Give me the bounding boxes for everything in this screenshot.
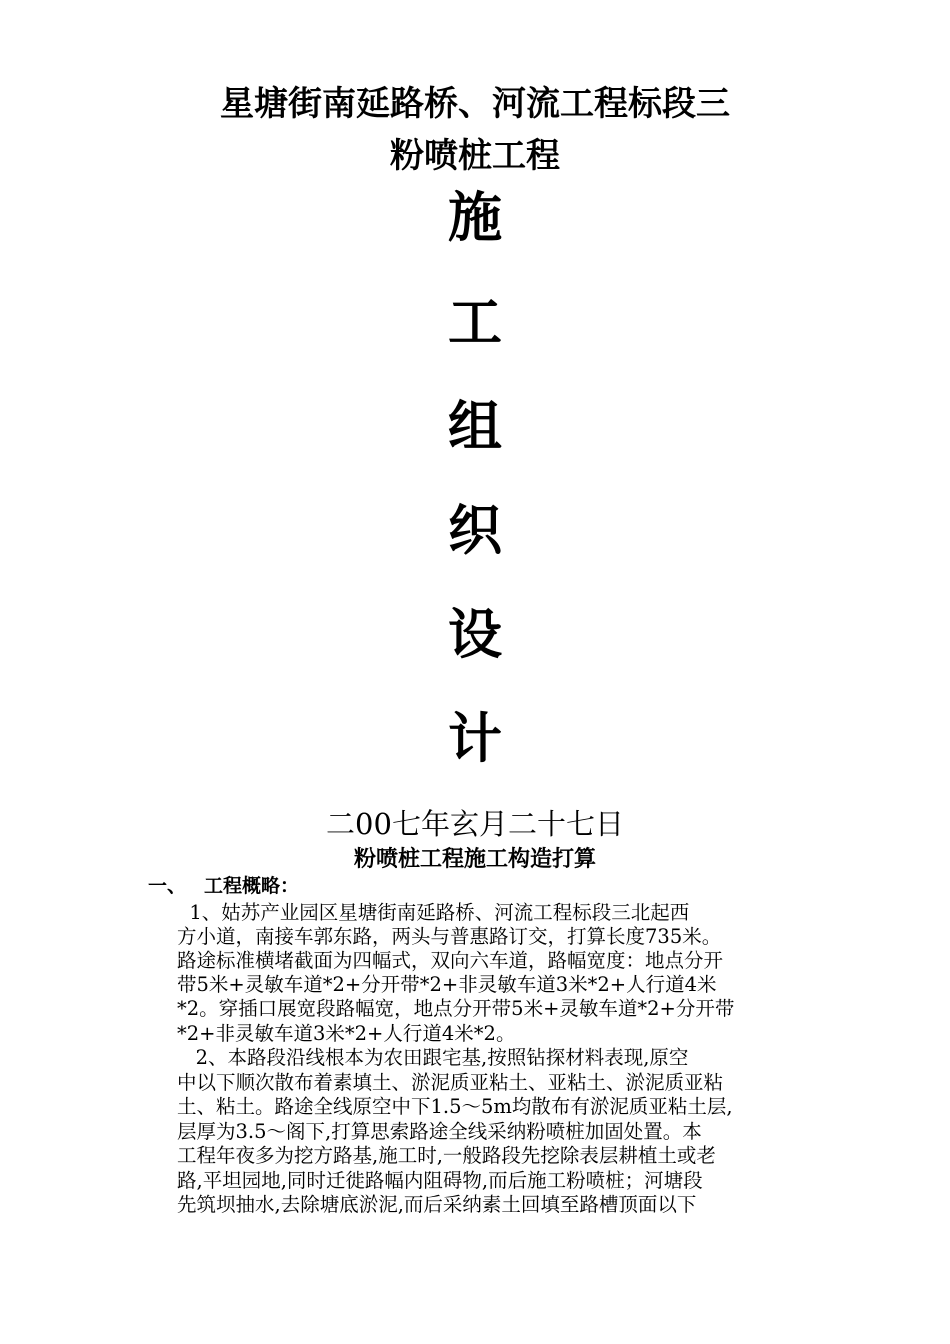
- section-heading: [148, 873, 299, 899]
- big-title-char-5: 设: [448, 603, 502, 666]
- body-line: 中以下顺次散布着素填土、淤泥质亚粘土、亚粘土、淤泥质亚粘: [177, 1071, 724, 1094]
- body-line: 1、姑苏产业园区星塘街南延路桥、河流工程标段三北起西: [177, 901, 690, 924]
- document-title-line1: 星塘街南延路桥、河流工程标段三: [220, 84, 730, 124]
- big-title-char-1: 施: [448, 186, 502, 249]
- big-title-char-6: 计: [448, 707, 502, 770]
- document-date: 二00七年玄月二十七日: [326, 807, 624, 841]
- body-line: 土、粘土。路途全线原空中下1.5～5m均散布有淤泥质亚粘土层,: [177, 1095, 733, 1118]
- big-title-char-2: 工: [448, 291, 502, 354]
- body-line: *2。穿插口展宽段路幅宽，地点分开带5米+灵敏车道*2+分开带: [177, 997, 735, 1020]
- body-line: *2+非灵敏车道3米*2+人行道4米*2。: [177, 1022, 516, 1045]
- body-line: 路途标准横堵截面为四幅式，双向六车道，路幅宽度：地点分开: [177, 949, 724, 972]
- big-title-char-4: 织: [448, 499, 502, 562]
- body-line: 层厚为3.5～阁下,打算思索路途全线采纳粉喷桩加固处置。本: [177, 1120, 702, 1143]
- body-line: 方小道，南接车郭东路，两头与普惠路订交，打算长度735米。: [177, 925, 722, 948]
- document-title-line2: 粉喷桩工程: [390, 136, 560, 176]
- big-title-char-3: 组: [448, 395, 502, 458]
- section-title: 工程概略：: [204, 875, 300, 897]
- body-line: 带5米+灵敏车道*2+分开带*2+非灵敏车道3米*2+人行道4米: [177, 973, 717, 996]
- body-line: 先筑坝抽水,去除塘底淤泥,而后采纳素土回填至路槽顶面以下: [177, 1193, 697, 1216]
- body-line: 工程年夜多为挖方路基,施工时,一般路段先挖除表层耕植土或老: [177, 1144, 716, 1167]
- section-number: 一、: [148, 875, 187, 897]
- body-line: 2、本路段沿线根本为农田跟宅基,按照钻探材料表现,原空: [177, 1046, 689, 1069]
- document-subtitle: 粉喷桩工程施工构造打算: [353, 847, 596, 872]
- body-line: 路,平坦园地,同时迁徙路幅内阻碍物,而后施工粉喷桩；河塘段: [177, 1169, 703, 1192]
